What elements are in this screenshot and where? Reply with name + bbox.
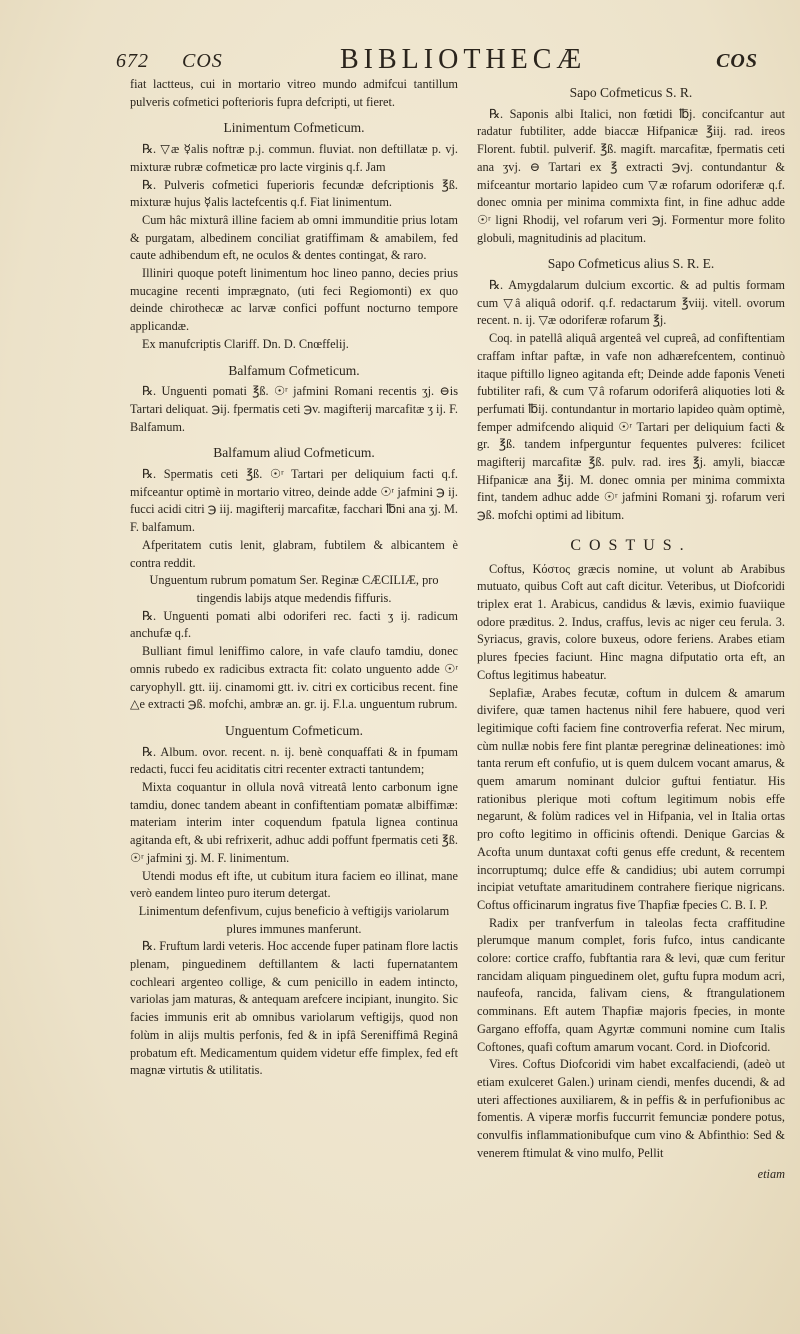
recipe-paragraph: ℞. Spermatis ceti ℥ß. ☉ʳ Tartari per deliquium facti q.f. mifceantur optimè in mortario vitreo, deinde adde ☉ʳ jafmini ℈ ij. fucci acidi citri ℈ iij. magifterij marcafitæ, facchari ℔ni ana ʒj. M. F. balfamum. bbox=[130, 467, 458, 535]
recipe-paragraph: ℞. Pulveris cofmetici fuperioris fecundæ defcriptionis ℥ß. mixturæ hujus ☿alis lactefcentis q.f. Fiat linimentum. bbox=[130, 177, 458, 210]
section-heading: COSTUS. bbox=[570, 536, 692, 554]
section-heading: Sapo Cofmeticus S. R. bbox=[569, 85, 693, 100]
recipe-paragraph: ℞. Unguenti pomati albi odoriferi rec. facti ʒ ij. radicum anchufæ q.f. bbox=[130, 608, 458, 641]
paragraph: Mixta coquantur in ollula novâ vitreatâ lento carbonum igne tamdiu, donec tandem abeant in confiftentiam pomatæ albiffimæ: materiam interim inter coquendum fpatula lignea continua agitanda eft, & ubi refrixerit, adhuc addi poffunt fpermatis ceti ℥ß. ☉ʳ jafmini ʒj. M. F. linimentum. bbox=[130, 780, 458, 865]
catchword: etiam bbox=[757, 1167, 785, 1182]
paragraph: Utendi modus eft ifte, ut cubitum itura faciem eo illinat, mane verò eandem linteo puro iterum detergat. bbox=[130, 868, 458, 901]
recipe-paragraph: ℞. Unguenti pomati ℥ß. ☉ʳ jafmini Romani recentis ʒj. ⊖is Tartari deliquat. ℈ij. fpermatis ceti ℈v. magifterij marcafitæ ʒ ij. F. Balfamum. bbox=[130, 384, 458, 434]
section-heading: Unguentum Cofmeticum. bbox=[225, 722, 363, 738]
running-head-left: COS bbox=[182, 50, 223, 72]
recipe-paragraph: ℞. ▽æ ☿alis noftræ p.j. commun. fluviat. non deftillatæ p. vj. mixturæ rubræ cofmeticæ pro lacte virginis q.f. Jam bbox=[130, 142, 458, 174]
page-title: BIBLIOTHECÆ bbox=[340, 44, 587, 75]
section-heading: Balfamum Cofmeticum. bbox=[228, 362, 360, 378]
paragraph: Vires. Coftus Diofcoridi vim habet excalfaciendi, (adeò ut etiam exulceret Galen.) urinam ciendi, menfes ducendi, & ad uteri affectiones auxiliarem, & in peffis & in perfufionibus ac fomentis. A viperæ morfis fuccurrit femunciæ pondere potus, convulfis inflammationibufque cum vino & Abfinthio: Sed & venerem ftimulat & vino mulfo, Pellit bbox=[477, 1057, 785, 1160]
section-heading: Balfamum aliud Cofmeticum. bbox=[213, 445, 375, 461]
recipe-paragraph: ℞. Saponis albi Italici, non fœtidi ℔j. concifcantur aut radatur fubtiliter, adde biaccæ Hifpanicæ ℥iij. rad. ireos Florent. fubtil. pulverif. ℥ß. magift. marcafitæ, fpermatis ceti ana ʒvj. ⊖ Tartari ex ℥ extracti ℈vj. contundantur & mifceantur mortario lapideo cum ▽æ rofarum odoriferæ q.f. donec omnia per minima commixta fint, in fine adhuc adde ☉ʳ ligni Rhodij, vel rofarum veri ℈j. Formentur more folito globuli, magnitudinis ad placitum. bbox=[477, 106, 785, 245]
paragraph: Seplafiæ, Arabes fecutæ, coftum in dulcem & amarum divifere, quæ tamen hactenus nihil fere habuere, quod veri legitimique cofti faciem fine controverfia referat. Nec mirum, cùm nullæ nobis fere fint plantæ peregrinæ delineationes: imò tanta rerum eft confufio, ut is quem dulcem vocant amarus, & quem amarum nominant dulcior guftui fentiatur. His rationibus plerique moti coftum legitimum nobis effe negarunt, & folùm radices vel in Hifpania, vel in Italia ortas pro cofto legitimo in officinis oftendi. Denique Garcias & Acofta unum duntaxat cofti genus effe credunt, & recentem incorruptumq; dulce effe & candidius; ubi autem corrumpi incipiat vetuftate amaritudinem contrahere fierique nigricans. Coftus officinarum ingratus five Thapfiæ fpecies C. B. I. P. bbox=[477, 685, 785, 912]
section-heading: Sapo Cofmeticus alius S. R. E. bbox=[547, 256, 715, 272]
recipe-paragraph: ℞. Album. ovor. recent. n. ij. benè conquaffati & in fpumam redacti, fucci feu aciditatis citri recenter extracti tantundem; bbox=[130, 744, 458, 777]
paragraph: Cum hâc mixturâ illine faciem ab omni immunditie prius lotam & purgatam, albedinem conciliat gratiffimam & amabilem, fed caute adhibendum eft, ne oculos & dentes contingat, & raro. bbox=[130, 212, 458, 263]
paragraph: Coq. in patellâ aliquâ argenteâ vel cupreâ, ad confiftentiam craffam inftar paftæ, in vafe non adhærefcentem, continuò itaque piftillo ligneo agitanda eft; Deinde adde faponis Veneti fubtiliter rafi, & cum ▽â rofarum odoriferâ aliquoties loti & perfumati ℔ij. contundantur in mortario lapideo quàm optimè, femper admifcendo aliquid ☉ʳ Tartari per deliquium facti & gr. ℥ß. tandem infperguntur fequentes pulveres: fcilicet magifterij marcafitæ ℥ß. pulv. rad. ires ℥j. amyli, biaccæ Hifpanicæ ana ℥ij. M. donec omnia per minima commixta fint, tandem adhuc adde ☉ʳ jafmini Romani ʒj. rofarum veri ℈ß. mofchi optimi ad libitum. bbox=[477, 331, 785, 523]
section-heading: Linimentum Cofmeticum. bbox=[223, 120, 365, 136]
paragraph: Coftus, Κόστος græcis nomine, ut volunt ab Arabibus mutuato, quibus Coft aut caft dicitur. Veteribus, ut Diofcoridi triplex erat 1. Arabicus, candidus & lævis, eximio fuaviique odore præditus. 2. Indus, craffus, levis ac niger ceu ferula. 3. Syriacus, gravis, colore buxeus, odore feriens. Arabes etiam plures fpecies faciunt. Hinc magna difputatio orta eft, an Coftus legitimus habeatur. bbox=[477, 561, 785, 682]
page-number: 672 bbox=[116, 50, 149, 72]
page-header bbox=[112, 44, 770, 80]
recipe-paragraph: ℞. Amygdalarum dulcium excortic. & ad pultis formam cum ▽â aliquâ odorif. q.f. redactarum ℥viij. vitell. ovorum recent. n. ij. ▽æ odoriferæ rofarum ℥j. bbox=[477, 278, 785, 328]
paragraph: Bulliant fimul leniffimo calore, in vafe claufo tamdiu, donec omnis rubedo ex radicibus extracta fit: colato unguento adde ☉ʳ caryophyll. gtt. iij. cinamomi gtt. iv. citri ex corticibus recent. fine △e extracti ℈ß. mofchi, ambræ an. gr. ij. F.l.a. unguentum rubrum. bbox=[130, 644, 458, 712]
recipe-paragraph: ℞. Fruftum lardi veteris. Hoc accende fuper patinam flore lactis plenam, pinguedinem deftillantem & lacti fupernatantem cochleari argenteo collige, & cum penicillo in eadem intincto, variolas jam maturas, & antequam arefcere incipiant, inungito. Sic facies immunis erit ab omnibus variolarum veftigijs, quod non folùm in alijs multis perfonis, fed & in ipfâ Sereniffimâ Reginâ probatum eft. Medicamentum quidem videtur effe fimplex, fed eft magnæ virtutis & utilitatis. bbox=[130, 939, 458, 1078]
paragraph: Afperitatem cutis lenit, glabram, fubtilem & albicantem è contra reddit. bbox=[130, 537, 458, 570]
centered-heading: Unguentum rubrum pomatum Ser. Reginæ CÆCILIÆ, pro tingendis labijs atque medendis fiffuris. bbox=[149, 573, 439, 605]
right-column bbox=[477, 76, 785, 1184]
paragraph: Illiniri quoque poteft linimentum hoc lineo panno, decies prius mucagine recenti imprægnato, (uti feci Regiomonti) ex quo deinde chirothecæ ac larvæ confici poffunt nocturno tempore applicandæ. bbox=[130, 266, 458, 334]
left-column bbox=[130, 76, 458, 1080]
running-head-right: COS bbox=[716, 50, 758, 72]
paragraph: Ex manufcriptis Clariff. Dn. D. Cnœffelij. bbox=[142, 336, 349, 351]
paragraph: Radix per tranfverfum in taleolas fecta craffitudine plerumque manum complet, foris fufco, intus candicante colore: cortice craffo, fubftantia rara & levi, quæ cum feritur rancidam aliquam pinguedinem olet, guftu fupra modum acri, naufeofa, rancida, falivam ciens, & ftrangulationem comminans. Eft autem Thapfiæ majoris fpecies, in monte Gargano effoffa, quam Agyrtæ communi nomine cum Italis Coftones, quafi coftum amarum vocant. Cord. in Diofcorid. bbox=[477, 915, 785, 1054]
centered-heading: Linimentum defenfivum, cujus beneficio à veftigijs variolarum plures immunes manferunt. bbox=[138, 903, 450, 936]
paragraph: fiat lactteus, cui in mortario vitreo mundo admifcui tantillum pulveris cofmetici pofterioris fupra defcripti, ut fieret. bbox=[130, 77, 458, 109]
